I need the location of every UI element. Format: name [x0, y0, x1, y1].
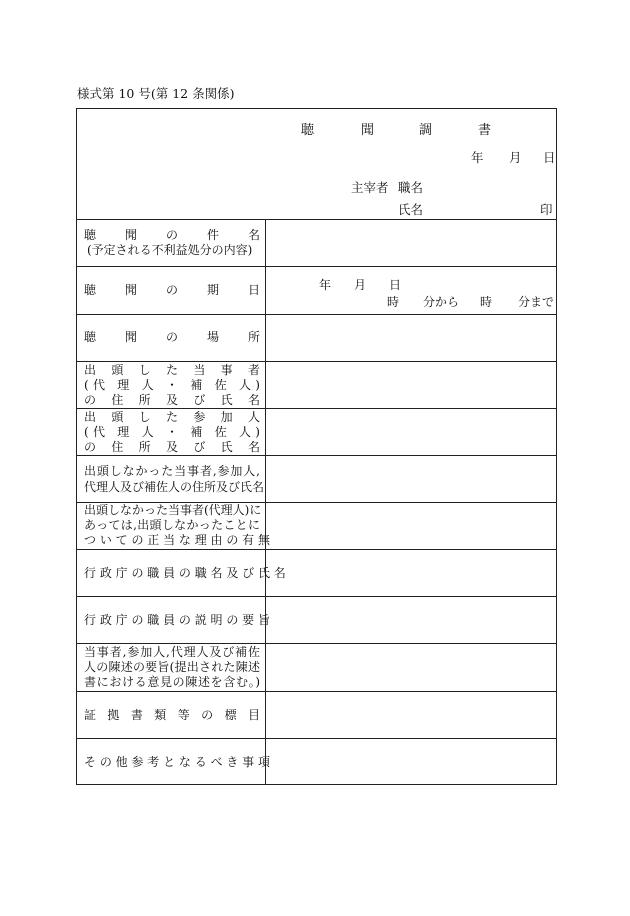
row-case [77, 219, 556, 267]
row-label [77, 503, 270, 549]
row-label [77, 219, 266, 266]
label-line: 出頭しなかった当事者(代理人)に [84, 503, 262, 517]
label-line: の 住 所 及 び 氏 名 [84, 393, 260, 407]
row-value-field[interactable] [266, 503, 556, 549]
label-line: 出 頭 し た 当 事 者 [84, 363, 260, 377]
period-hour-from-label: 時 [387, 295, 400, 309]
period-hour-to-label: 時 [480, 295, 493, 309]
row-label [77, 550, 286, 596]
row-value-field[interactable] [266, 267, 556, 314]
label-line: 代理人及び補佐人の住所及び氏名 [84, 480, 265, 494]
label-line: あっては,出頭しなかったことに [84, 518, 260, 532]
label-line: 出頭しなかった当事者,参加人, [84, 464, 260, 478]
row-official-name [77, 550, 556, 597]
form-caption: 様式第 10 号(第 12 条関係) [77, 86, 235, 101]
row-label [77, 456, 266, 502]
post-label: 職名 [398, 180, 424, 195]
seal-label: 印 [540, 202, 553, 217]
label-line: 出 頭 し た 参 加 人 [84, 410, 260, 424]
row-absent-reason [77, 503, 556, 550]
row-value-field[interactable] [266, 456, 556, 502]
row-value-field[interactable] [266, 409, 556, 455]
period-day-label: 日 [389, 278, 402, 292]
row-label [77, 644, 266, 691]
period-minute-to-label: 分まで [518, 295, 555, 309]
row-absent [77, 456, 556, 503]
row-value-field[interactable] [266, 644, 556, 691]
label-line: 聴 聞 の 件 名 [84, 228, 260, 242]
date-month-label: 月 [509, 150, 522, 165]
title-char: 調 [419, 123, 433, 138]
label-line: (予定される不利益処分の内容) [87, 243, 253, 257]
hearing-record-form [76, 108, 557, 785]
row-value-field[interactable] [266, 739, 556, 785]
row-label [77, 692, 266, 738]
label-line: 当事者,参加人,代理人及び補佐 [84, 645, 260, 659]
date-day-label: 日 [543, 150, 556, 165]
label-line: 行 政 庁 の 職 員 の 説 明 の 要 旨 [84, 613, 270, 627]
row-label [77, 362, 266, 408]
label-line: (代 理 人 ・ 補 佐 人) [84, 378, 260, 392]
row-place [77, 315, 556, 362]
row-value-field[interactable] [266, 362, 556, 408]
label-line: 聴 聞 の 場 所 [84, 330, 260, 344]
label-line: 行 政 庁 の 職 員 の 職 名 及 び 氏 名 [84, 566, 286, 580]
row-value-field[interactable] [266, 550, 556, 596]
title-char: 聞 [361, 123, 375, 138]
row-label [77, 597, 270, 643]
title-char: 書 [478, 123, 492, 138]
row-value-field[interactable] [266, 692, 556, 738]
row-other [77, 739, 556, 785]
row-label [77, 267, 266, 314]
row-label [77, 409, 266, 455]
row-statements [77, 644, 556, 692]
row-official-explanation [77, 597, 556, 644]
label-line: (代 理 人 ・ 補 佐 人) [84, 425, 260, 439]
row-period [77, 267, 556, 315]
name-label: 氏名 [398, 202, 424, 217]
label-line: 書における意見の陳述を含む。) [84, 675, 260, 689]
label-line: 人の陳述の要旨(提出された陳述 [84, 660, 260, 674]
form-header [77, 109, 556, 220]
label-line: つ い て の 正 当 な 理 由 の 有 無 [84, 533, 270, 547]
label-line: そ の 他 参 考 と な る べ き 事 項 [84, 755, 270, 769]
host-label: 主宰者 [351, 180, 389, 195]
row-value-field[interactable] [266, 597, 556, 643]
period-year-label: 年 [319, 278, 332, 292]
period-minute-from-label: 分から [423, 295, 460, 309]
row-value-field[interactable] [266, 219, 556, 266]
row-evidence [77, 692, 556, 739]
label-line: の 住 所 及 び 氏 名 [84, 440, 260, 454]
date-year-label: 年 [471, 150, 484, 165]
row-label [77, 315, 266, 361]
row-participants-present [77, 409, 556, 456]
label-line: 聴 聞 の 期 日 [84, 283, 260, 297]
row-parties-present [77, 362, 556, 409]
title-char: 聴 [301, 123, 315, 138]
row-label [77, 739, 270, 785]
label-line: 証 拠 書 類 等 の 標 目 [84, 708, 260, 722]
row-value-field[interactable] [266, 315, 556, 361]
period-month-label: 月 [354, 278, 367, 292]
